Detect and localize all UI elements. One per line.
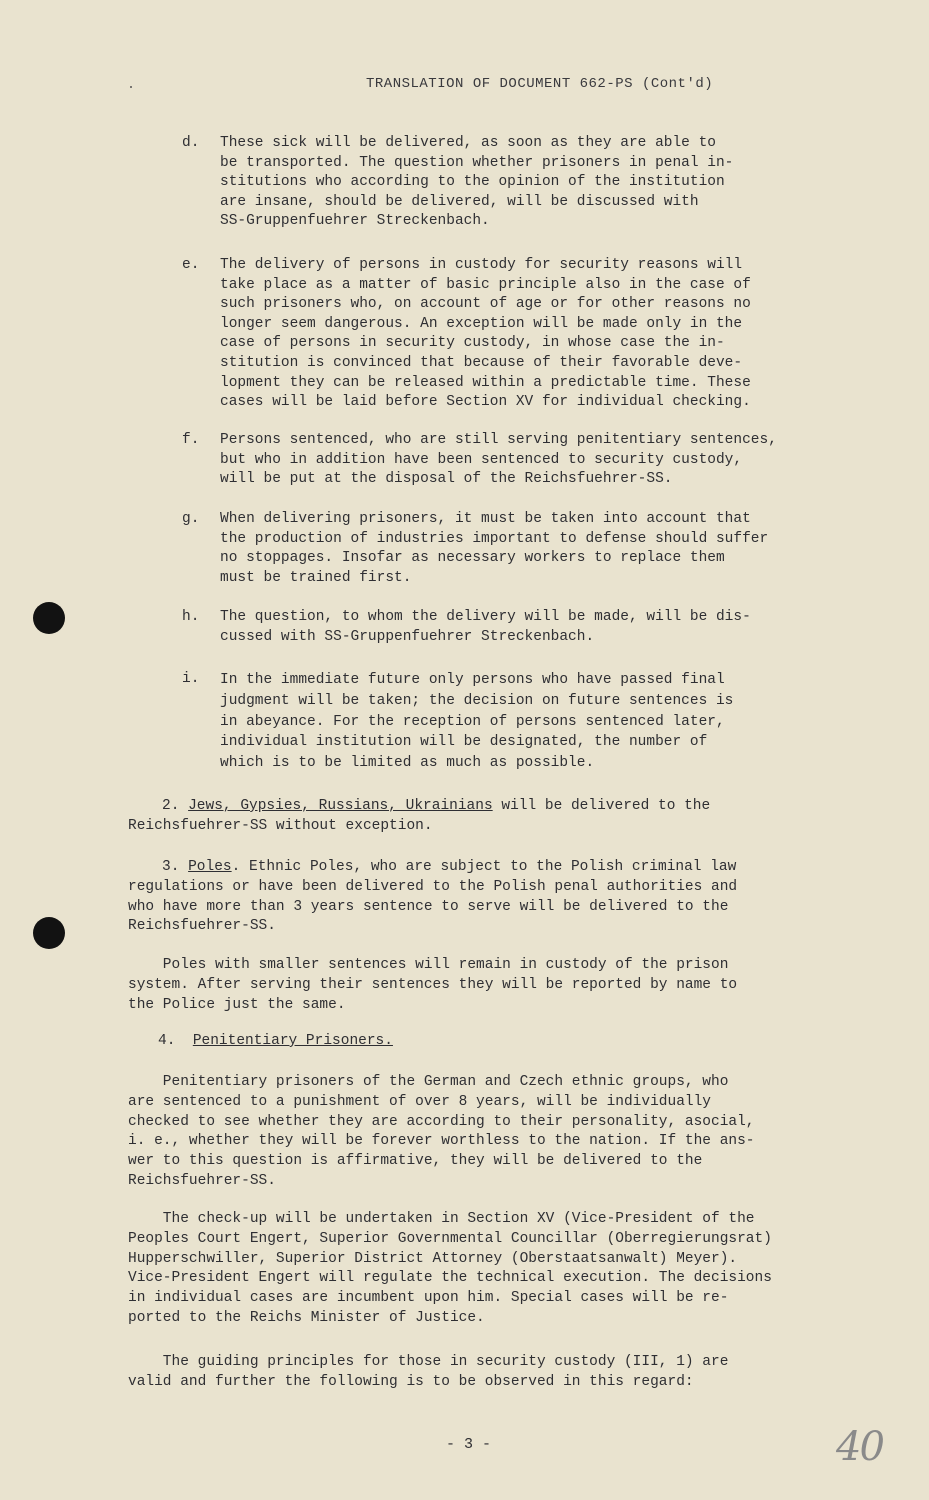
- item-text: [220, 256, 832, 413]
- paragraph-check-up: [128, 1210, 848, 1329]
- text-line: system. After serving their sentences they will be reported by name to: [128, 976, 738, 993]
- text-line: such prisoners who, on account of age or for other reasons no: [220, 296, 751, 313]
- list-item-g: [182, 510, 832, 588]
- paragraph-penitentiary-prisoners: [128, 1073, 848, 1192]
- text-line: cussed with SS-Gruppenfuehrer Streckenbach.: [220, 628, 595, 645]
- item-letter: d.: [182, 135, 200, 151]
- text-line: which is to be limited as much as possible.: [220, 755, 595, 772]
- text-line: stitution is convinced that because of their favorable deve-: [220, 354, 743, 371]
- text-line: lopment they can be released within a predictable time. These: [220, 374, 751, 391]
- paragraph-poles-smaller-sentences: [128, 956, 848, 1015]
- text-line: in individual cases are incumbent upon him. Special cases will be re-: [128, 1290, 729, 1307]
- text-line: the Police just the same.: [128, 996, 346, 1013]
- text-line: Reichsfuehrer-SS without exception.: [128, 817, 433, 834]
- text-line: cases will be laid before Section XV for individual checking.: [220, 394, 751, 411]
- text-line: be transported. The question whether prisoners in penal in-: [220, 154, 734, 171]
- text-line: Reichsfuehrer-SS.: [128, 1172, 276, 1189]
- list-item-h: [182, 608, 832, 647]
- text-line: judgment will be taken; the decision on future sentences is: [220, 692, 734, 709]
- text-line: are insane, should be delivered, will be discussed with: [220, 193, 699, 210]
- text-line: SS-Gruppenfuehrer Streckenbach.: [220, 213, 490, 230]
- section-heading: Poles: [188, 859, 232, 875]
- section-number: 3.: [162, 859, 180, 875]
- text-line: i. e., whether they will be forever worthless to the nation. If the ans-: [128, 1133, 755, 1150]
- text-line: who have more than 3 years sentence to serve will be delivered to the: [128, 898, 729, 915]
- text-line: valid and further the following is to be observed in this regard:: [128, 1373, 694, 1390]
- item-text: [220, 670, 832, 774]
- item-text: [220, 608, 832, 647]
- binder-hole: [33, 602, 65, 634]
- text-line: case of persons in security custody, in whose case the in-: [220, 335, 725, 352]
- text-line: . Ethnic Poles, who are subject to the Polish criminal law: [231, 859, 737, 875]
- item-letter: f.: [182, 432, 200, 448]
- text-line: These sick will be delivered, as soon as they are able to: [220, 135, 716, 151]
- text-line: longer seem dangerous. An exception will be made only in the: [220, 315, 743, 332]
- section-4-heading: [128, 1032, 848, 1052]
- text-line: regulations or have been delivered to the Polish penal authorities and: [128, 878, 738, 895]
- text-line: The question, to whom the delivery will be made, will be dis-: [220, 609, 751, 625]
- text-line: When delivering prisoners, it must be taken into account that: [220, 511, 751, 527]
- paragraph-guiding-principles: [128, 1353, 848, 1393]
- text-line: individual institution will be designated, the number of: [220, 734, 708, 751]
- item-letter: e.: [182, 257, 200, 273]
- list-item-f: [182, 431, 832, 490]
- text-line: Penitentiary prisoners of the German and Czech ethnic groups, who: [128, 1074, 729, 1090]
- text-line: Hupperschwiller, Superior District Attorney (Oberstaatsanwalt) Meyer).: [128, 1250, 738, 1267]
- page-header: TRANSLATION OF DOCUMENT 662-PS (Cont'd): [366, 76, 714, 92]
- section-number: 4.: [158, 1033, 176, 1049]
- text-line: no stoppages. Insofar as necessary workers to replace them: [220, 550, 725, 567]
- text-line: will be delivered to the: [492, 798, 711, 814]
- text-line: In the immediate future only persons who have passed final: [220, 672, 725, 688]
- text-line: wer to this question is affirmative, they will be delivered to the: [128, 1153, 703, 1170]
- text-line: Vice-President Engert will regulate the technical execution. The decisions: [128, 1270, 772, 1287]
- item-letter: g.: [182, 511, 200, 527]
- text-line: stitutions who according to the opinion of the institution: [220, 174, 725, 191]
- text-line: Peoples Court Engert, Superior Governmental Councillar (Oberregierungsrat): [128, 1230, 772, 1247]
- item-text: [220, 134, 832, 232]
- text-line: Poles with smaller sentences will remain in custody of the prison: [128, 957, 729, 973]
- list-item-e: [182, 256, 832, 413]
- section-heading: Jews, Gypsies, Russians, Ukrainians: [188, 798, 493, 814]
- text-line: are sentenced to a punishment of over 8 years, will be individually: [128, 1093, 711, 1110]
- text-line: will be put at the disposal of the Reichsfuehrer-SS.: [220, 471, 673, 488]
- text-line: The delivery of persons in custody for security reasons will: [220, 257, 743, 273]
- page-number: - 3 -: [446, 1436, 492, 1453]
- list-item-i: [182, 670, 832, 774]
- section-heading: Penitentiary Prisoners.: [192, 1033, 393, 1049]
- section-2-jews: [128, 797, 848, 837]
- text-line: but who in addition have been sentenced to security custody,: [220, 451, 743, 468]
- item-text: [220, 431, 832, 490]
- item-letter: h.: [182, 609, 200, 625]
- text-line: The check-up will be undertaken in Section XV (Vice-President of the: [128, 1211, 755, 1227]
- text-line: Reichsfuehrer-SS.: [128, 918, 276, 935]
- text-line: The guiding principles for those in security custody (III, 1) are: [128, 1354, 729, 1370]
- item-letter: i.: [182, 671, 200, 687]
- binder-hole: [33, 917, 65, 949]
- ink-speck: [130, 86, 132, 88]
- section-3-poles: [128, 858, 848, 937]
- text-line: Persons sentenced, who are still serving penitentiary sentences,: [220, 432, 777, 448]
- text-line: the production of industries important to defense should suffer: [220, 530, 769, 547]
- text-line: checked to see whether they are according to their personality, asocial,: [128, 1113, 755, 1130]
- text-line: in abeyance. For the reception of persons sentenced later,: [220, 713, 725, 730]
- text-line: ported to the Reichs Minister of Justice.: [128, 1309, 485, 1326]
- text-line: must be trained first.: [220, 569, 412, 586]
- text-line: take place as a matter of basic principle also in the case of: [220, 276, 751, 293]
- list-item-d: [182, 134, 832, 232]
- section-number: 2.: [162, 798, 180, 814]
- item-text: [220, 510, 832, 588]
- handwritten-page-number: 40: [836, 1424, 883, 1470]
